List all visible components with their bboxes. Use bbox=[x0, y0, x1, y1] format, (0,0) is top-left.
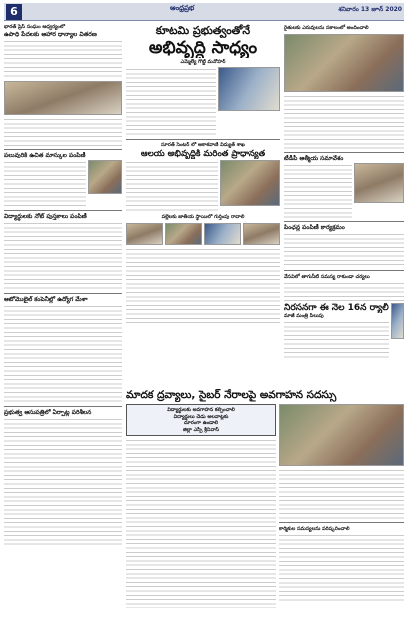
divider bbox=[284, 270, 404, 271]
news-photo bbox=[354, 163, 404, 203]
article-body bbox=[4, 304, 122, 404]
article-body bbox=[284, 94, 404, 150]
masthead: ఆంధ్రప్రభ bbox=[170, 4, 195, 12]
article-body bbox=[4, 417, 122, 547]
lead-byline: ఎమ్మెల్యే గొట్టి మనోహర్ bbox=[180, 59, 226, 65]
big-headline: మాదక ద్రవ్యాలు, సైబర్ నేరాలపై అవగాహన సదస్సు bbox=[126, 389, 337, 401]
divider bbox=[4, 210, 122, 211]
article-headline: ఆలయ అభివృద్ధికి మరింత ప్రాధాన్యత bbox=[140, 149, 266, 159]
lead-headline-line2: అభివృద్ధి సాధ్యం bbox=[148, 38, 258, 58]
article-subhead: మాజీ మంత్రి పిలుపు bbox=[284, 313, 324, 319]
article-body bbox=[284, 320, 389, 360]
column-left bbox=[4, 24, 122, 624]
portrait-photo bbox=[391, 303, 404, 339]
page-number: 6 bbox=[6, 4, 22, 20]
article-headline: భారత్ ప్రెస్ సంఘం ఆధ్వర్యంలో bbox=[4, 24, 65, 30]
article-headline: పలువురికి ఉచిత మాస్కుల పంపిణీ bbox=[4, 152, 86, 159]
bottom-story bbox=[126, 388, 404, 624]
dateline: శనివారం 13 జూన్ 2020 bbox=[338, 6, 402, 13]
divider bbox=[4, 406, 122, 407]
article-body bbox=[4, 160, 86, 208]
article-body bbox=[4, 221, 122, 291]
article-body bbox=[4, 39, 122, 79]
article-body bbox=[126, 67, 216, 137]
divider bbox=[284, 221, 404, 222]
article-body bbox=[126, 438, 276, 608]
portrait-photo bbox=[126, 223, 163, 245]
article-body bbox=[284, 163, 352, 219]
article-body bbox=[126, 247, 280, 325]
portrait-photo bbox=[88, 160, 122, 194]
article-headline: విద్యార్థులకు నోట్ పుస్తకాలు పంపిణీ bbox=[4, 213, 87, 220]
article-headline: కార్మికుల సమస్యలను పరిష్కరించాలి bbox=[279, 526, 350, 532]
article-headline: నిరసనగా ఈ నెల 16న ర్యాలీ bbox=[284, 303, 389, 313]
article-body bbox=[279, 533, 404, 603]
highlight-line: విద్యార్థులు చెడు అలవాట్లకు bbox=[173, 413, 229, 420]
article-headline: పింఛన్ల పంపిణీ కార్యక్రమం bbox=[284, 224, 345, 231]
news-photo bbox=[279, 404, 404, 466]
divider bbox=[4, 149, 122, 150]
article-headline: ప్రభుత్వ ఆసుపత్రిలో ఏర్పాట్ల పరిశీలన bbox=[4, 409, 92, 416]
divider bbox=[284, 152, 404, 153]
divider bbox=[279, 522, 404, 523]
article-headline: ఉపాధి పేదలకు ఆహార ధాన్యాల వితరణ bbox=[4, 31, 97, 38]
article-headline: ఆటోమొబైల్ కంపెనీల్లో ఉద్యోగ మేళా bbox=[4, 296, 88, 303]
article-headline: వేసవిలో తాగునీటి సమస్య రాకుండా చర్యలు bbox=[284, 274, 370, 280]
portrait-photo bbox=[243, 223, 280, 245]
divider bbox=[126, 139, 280, 140]
portrait-photo bbox=[204, 223, 241, 245]
lead-headline-line1: కూటమి ప్రభుత్వంతోనే bbox=[155, 24, 251, 37]
article-body bbox=[279, 468, 404, 520]
article-body bbox=[4, 117, 122, 147]
highlight-line: విద్యార్థులకు అవగాహన కల్పించాలి bbox=[167, 407, 235, 413]
news-photo bbox=[4, 81, 122, 115]
highlight-line: దూరంగా ఉండాలి bbox=[183, 420, 218, 426]
article-body bbox=[284, 232, 404, 268]
article-subhead: సూరత్ సెంటర్ లో ఆకాశవాణి విద్యుత్ శాఖ bbox=[161, 142, 245, 148]
article-subhead: పల్లెలకు జాతీయ స్థాయిలో గుర్తింపు రావాలి bbox=[161, 214, 245, 220]
article-body bbox=[284, 281, 404, 303]
article-headline: రైతులకు ఎరువులను సకాలంలో అందించాలి bbox=[284, 25, 369, 31]
news-photo bbox=[220, 160, 280, 206]
article-body bbox=[126, 160, 218, 212]
news-photo bbox=[218, 67, 280, 111]
article-headline: టీడీపీ ఆత్మీయ సమావేశం bbox=[284, 155, 344, 162]
portrait-photo bbox=[165, 223, 202, 245]
news-photo bbox=[284, 34, 404, 92]
divider bbox=[4, 293, 122, 294]
highlight-line: జిల్లా ఎస్పీ శ్రీనివాస్ bbox=[182, 426, 220, 433]
highlight-box bbox=[126, 404, 276, 436]
